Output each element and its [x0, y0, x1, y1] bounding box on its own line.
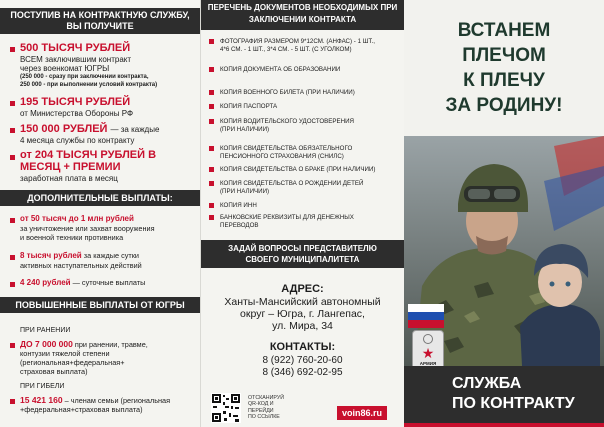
document-item: ФОТОГРАФИЯ РАЗМЕРОМ 9*12СМ. (АНФАС) - 1 ШТ.,: [220, 38, 375, 45]
document-item: КОПИЯ ИНН: [220, 202, 257, 209]
bullet-icon: [10, 47, 15, 52]
document-item: КОПИЯ СВИДЕТЕЛЬСТВА ОБЯЗАТЕЛЬНОГО: [220, 145, 353, 152]
bullet-icon: [209, 67, 214, 72]
bullet-icon: [209, 167, 214, 172]
document-item: (ПРИ НАЛИЧИИ): [220, 126, 270, 133]
banner-line-1: СЛУЖБА: [452, 375, 522, 392]
bullet-icon: [10, 399, 15, 404]
injury-label: ПРИ РАНЕНИИ: [20, 327, 71, 334]
extra-amount-1: от 50 тысяч до 1 млн рублей: [20, 214, 134, 223]
banner-line-2: ПО КОНТРАКТУ: [452, 395, 575, 412]
death-amount: 15 421 160 – членам семьи (региональная: [20, 395, 171, 405]
benefit-text: 4 месяца службы по контракту: [20, 136, 135, 145]
bullet-icon: [10, 101, 15, 106]
bullet-icon: [209, 90, 214, 95]
extra-text: за уничтожение или захват вооружения: [20, 224, 155, 233]
death-text: +федеральная+страховая выплата): [20, 405, 143, 414]
extra-text: и военной техники противника: [20, 233, 124, 242]
bullet-icon: [209, 119, 214, 124]
benefit-text: через военкомат ЮГРЫ: [20, 64, 110, 73]
document-item: БАНКОВСКИЕ РЕКВИЗИТЫ ДЛЯ ДЕНЕЖНЫХ: [220, 214, 354, 221]
bullet-icon: [209, 104, 214, 109]
documents-header: ПЕРЕЧЕНЬ ДОКУМЕНТОВ НЕОБХОДИМЫХ ПРИ ЗАКЛЮЧЕНИИ КОНТРАКТА: [201, 0, 404, 30]
extra-header: ДОПОЛНИТЕЛЬНЫЕ ВЫПЛАТЫ:: [0, 190, 200, 206]
extra-amount-3: 4 240 рублей — суточные выплаты: [20, 278, 146, 287]
benefit-text: заработная плата в месяц: [20, 174, 118, 183]
injury-text: страховая выплата): [20, 367, 88, 376]
benefit-note: (250 000 - сразу при заключении контракта,: [20, 74, 149, 80]
phone-1[interactable]: 8 (922) 760-20-60: [262, 355, 343, 366]
bullet-icon: [209, 203, 214, 208]
injury-text: (региональная+федеральная+: [20, 358, 125, 367]
bullet-icon: [209, 146, 214, 151]
bullet-icon: [10, 155, 15, 160]
red-stripe: [404, 423, 604, 427]
benefit-text: от Министерства Обороны РФ: [20, 109, 134, 118]
benefits-panel: [0, 0, 200, 427]
star-icon: ★: [421, 345, 435, 361]
army-badge: ★ АРМИЯ: [412, 330, 444, 384]
document-item: ПЕРЕВОДОВ: [220, 222, 259, 229]
ask-header: ЗАДАЙ ВОПРОСЫ ПРЕДСТАВИТЕЛЮ СВОЕГО МУНИЦИПАЛИТЕТА: [201, 240, 404, 268]
injury-text: контузии тяжелой степени: [20, 349, 110, 358]
contacts-title: КОНТАКТЫ:: [269, 341, 336, 353]
document-item: КОПИЯ СВИДЕТЕЛЬСТВА О БРАКЕ (ПРИ НАЛИЧИИ): [220, 166, 376, 173]
benefit-amount-2: 195 ТЫСЯЧ РУБЛЕЙ: [20, 96, 131, 108]
document-item: КОПИЯ ВОЕННОГО БИЛЕТА (ПРИ НАЛИЧИИ): [220, 89, 355, 96]
benefit-amount-1: 500 ТЫСЯЧ РУБЛЕЙ: [20, 42, 131, 54]
document-item: КОПИЯ СВИДЕТЕЛЬСТВА О РОЖДЕНИИ ДЕТЕЙ: [220, 180, 364, 187]
documents-panel: [200, 0, 404, 427]
bullet-icon: [10, 255, 15, 260]
slogan: ВСТАНЕМ ПЛЕЧОМ К ПЛЕЧУ ЗА РОДИНУ!: [445, 20, 563, 116]
bullet-icon: [10, 282, 15, 287]
bullet-icon: [10, 343, 15, 348]
poster-panel: [404, 0, 604, 427]
site-link[interactable]: voin86.ru: [337, 406, 387, 420]
address-line: ул. Мира, 34: [272, 320, 333, 332]
benefits-header: ПОСТУПИВ НА КОНТРАКТНУЮ СЛУЖБУ, ВЫ ПОЛУЧИТЕ: [0, 8, 200, 34]
document-item: ПЕНСИОННОГО СТРАХОВАНИЯ (СНИЛС): [220, 153, 344, 160]
yugra-header: ПОВЫШЕННЫЕ ВЫПЛАТЫ ОТ ЮГРЫ: [0, 297, 200, 313]
bullet-icon: [209, 215, 214, 220]
document-item: КОПИЯ ДОКУМЕНТА ОБ ОБРАЗОВАНИИ: [220, 66, 341, 73]
document-item: 4*6 СМ. - 1 ШТ., 3*4 СМ. - 5 ШТ. (С УГОЛКОМ): [220, 46, 352, 53]
document-item: КОПИЯ ПАСПОРТА: [220, 103, 278, 110]
injury-amount: ДО 7 000 000 при ранении, травме,: [20, 339, 148, 349]
benefit-amount-4: от 204 ТЫСЯЧ РУБЛЕЙ В: [20, 149, 157, 161]
bullet-icon: [209, 39, 214, 44]
benefit-note: 250 000 - при выполнении условий контракта): [20, 82, 158, 88]
address-line: округ – Югра, г. Лангепас,: [240, 308, 365, 320]
extra-text: активных наступательных действий: [20, 261, 142, 270]
document-item: (ПРИ НАЛИЧИИ): [220, 188, 270, 195]
phone-2[interactable]: 8 (346) 692-02-95: [262, 367, 343, 378]
qr-caption: ОТСКАНИРУЙ QR-КОД И ПЕРЕЙДИ ПО ССЫЛКЕ: [248, 395, 285, 420]
address-title: АДРЕС:: [281, 283, 324, 295]
bullet-icon: [209, 181, 214, 186]
bullet-icon: [10, 128, 15, 133]
address-line: Ханты-Мансийский автономный: [224, 296, 381, 308]
benefit-amount-4b: МЕСЯЦ + ПРЕМИИ: [20, 161, 121, 173]
benefit-text: ВСЕМ заключившим контракт: [20, 55, 132, 64]
qr-code-icon[interactable]: [211, 393, 241, 423]
bullet-icon: [10, 218, 15, 223]
extra-amount-2: 8 тысяч рублей за каждые сутки: [20, 251, 139, 260]
death-label: ПРИ ГИБЕЛИ: [20, 383, 65, 390]
benefit-amount-3: 150 000 РУБЛЕЙ — за каждые: [20, 123, 160, 135]
document-item: КОПИЯ ВОДИТЕЛЬСКОГО УДОСТОВЕРЕНИЯ: [220, 118, 355, 125]
